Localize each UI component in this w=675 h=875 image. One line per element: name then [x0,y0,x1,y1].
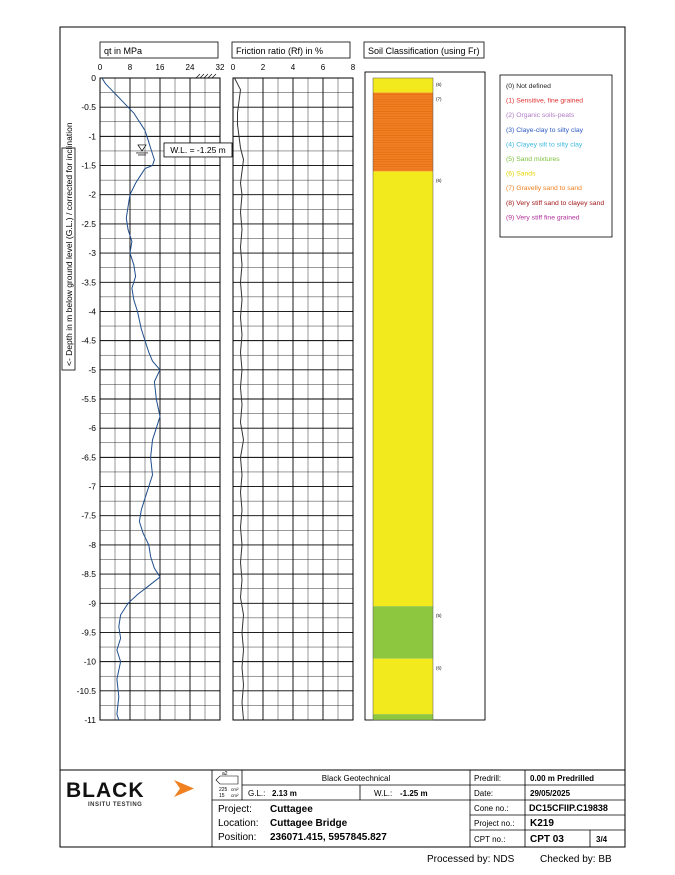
logo-arrow-icon [174,780,194,797]
wl-label: W.L.: [374,789,393,798]
legend-item: (0) Not defined [506,83,551,90]
legend-item: (1) Sensitive, fine grained [506,97,584,105]
x-tick-label: 0 [97,63,103,72]
project-label: Project: [218,804,252,815]
soil-layer [373,659,433,714]
layer-class-label: (6) [436,178,442,184]
checked-by: Checked by: BB [540,854,612,865]
company-logo [66,779,194,808]
y-tick-label: -0.5 [81,102,96,113]
legend-item: (3) Claye-clay to silty clay [506,126,584,134]
cone-area-icon [216,771,239,799]
y-tick-label: -6.5 [81,452,96,463]
x-tick-label: 32 [215,63,225,72]
gl-label: G.L.: [248,789,266,798]
company-name: Black Geotechnical [321,774,391,783]
y-tick-label: -4.5 [81,335,96,346]
y-tick-label: -2 [88,189,96,200]
x-tick-label: 6 [320,63,326,72]
cpt-value: CPT 03 [530,834,564,845]
y-tick-label: -9.5 [81,627,96,638]
legend-item: (2) Organic soils-peats [506,112,575,120]
legend-item: (7) Gravelly sand to sand [506,185,582,193]
legend-item: (9) Very stiff fine grained [506,214,580,222]
layer-class-label: (6) [436,81,442,87]
logo-subtext: INSITU TESTING [88,802,143,808]
date-value: 29/05/2025 [530,789,571,798]
logo-text: BLACK [66,779,145,802]
legend-item: (6) Sands [506,170,536,178]
soil-title: Soil Classification (using Fr) [368,46,480,56]
legend-item: (4) Clayey silt to silty clay [506,141,583,149]
qt-panel [98,63,232,720]
area-bottom: 15 [219,793,225,799]
soil-panel [365,72,485,720]
rf-panel [231,63,356,720]
cone-value: DC15CFIIP.C19838 [529,803,608,813]
area-unit-top: cm² [231,787,239,792]
cpt-label: CPT no.: [474,835,506,844]
soil-layer [373,606,433,659]
layer-class-label: (7) [436,96,442,102]
qt-title: qt in MPa [104,46,143,56]
y-tick-label: -11 [84,715,96,725]
processed-by: Processed by: NDS [427,854,515,865]
cone-label: Cone no.: [474,804,509,813]
x-tick-label: 0 [230,63,236,72]
soil-layer [373,78,433,93]
date-label: Date: [474,789,494,798]
rf-title: Friction ratio (Rf) in % [236,46,324,56]
x-tick-label: 24 [185,63,195,72]
y-tick-label: -2.5 [81,218,96,229]
wl-value: -1.25 m [400,789,428,798]
y-axis-label: <- Depth in m below ground level (G.L.) / corrected for inclination [64,122,74,366]
y-tick-label: -9 [88,598,96,609]
location-value: Cuttagee Bridge [270,818,348,829]
y-tick-label: -10.5 [76,685,96,696]
position-value: 236071.415, 5957845.827 [270,832,387,843]
predrill-value: 0.00 m Predrilled [530,774,595,783]
layer-class-label: (5) [436,612,442,618]
y-tick-label: -8.5 [81,569,96,580]
x-tick-label: 4 [290,63,296,72]
y-tick-label: -8 [88,539,96,550]
soil-layer [373,714,433,720]
legend-item: (8) Very stiff sand to clayey sand [506,199,605,207]
area-unit-bottom: cm² [231,793,239,798]
water-level-label: W.L. = -1.25 m [170,144,226,155]
x-tick-label: 8 [127,63,133,72]
x-tick-label: 2 [260,63,266,72]
project-no-label: Project no.: [474,819,515,828]
y-tick-label: -7 [88,481,96,492]
y-tick-label: -10 [83,656,96,667]
y-tick-label: -4 [88,306,96,317]
layer-class-label: (6) [436,665,442,671]
position-label: Position: [218,832,257,843]
soil-layer [373,171,433,606]
x-tick-label: 8 [350,63,356,72]
y-tick-label: 0 [91,73,96,83]
y-tick-label: -3 [88,248,96,259]
area-top: 225 [219,787,228,793]
predrill-label: Predrill: [474,774,502,783]
area-symbol: a2 [222,771,228,777]
y-tick-label: -5.5 [81,394,96,404]
y-tick-label: -7.5 [81,510,96,521]
y-tick-label: -3.5 [81,277,96,288]
y-tick-label: -5 [88,364,96,375]
legend-item: (5) Sand mixtures [506,156,560,163]
x-tick-label: 16 [155,63,165,72]
y-tick-label: -6 [88,423,96,434]
page-number: 3/4 [596,835,608,844]
project-value: Cuttagee [270,804,313,815]
location-label: Location: [218,818,259,829]
y-tick-label: -1.5 [81,160,96,171]
project-no-value: K219 [530,818,554,829]
y-tick-label: -1 [88,131,96,142]
gl-value: 2.13 m [272,789,297,798]
depth-axis [77,73,97,725]
